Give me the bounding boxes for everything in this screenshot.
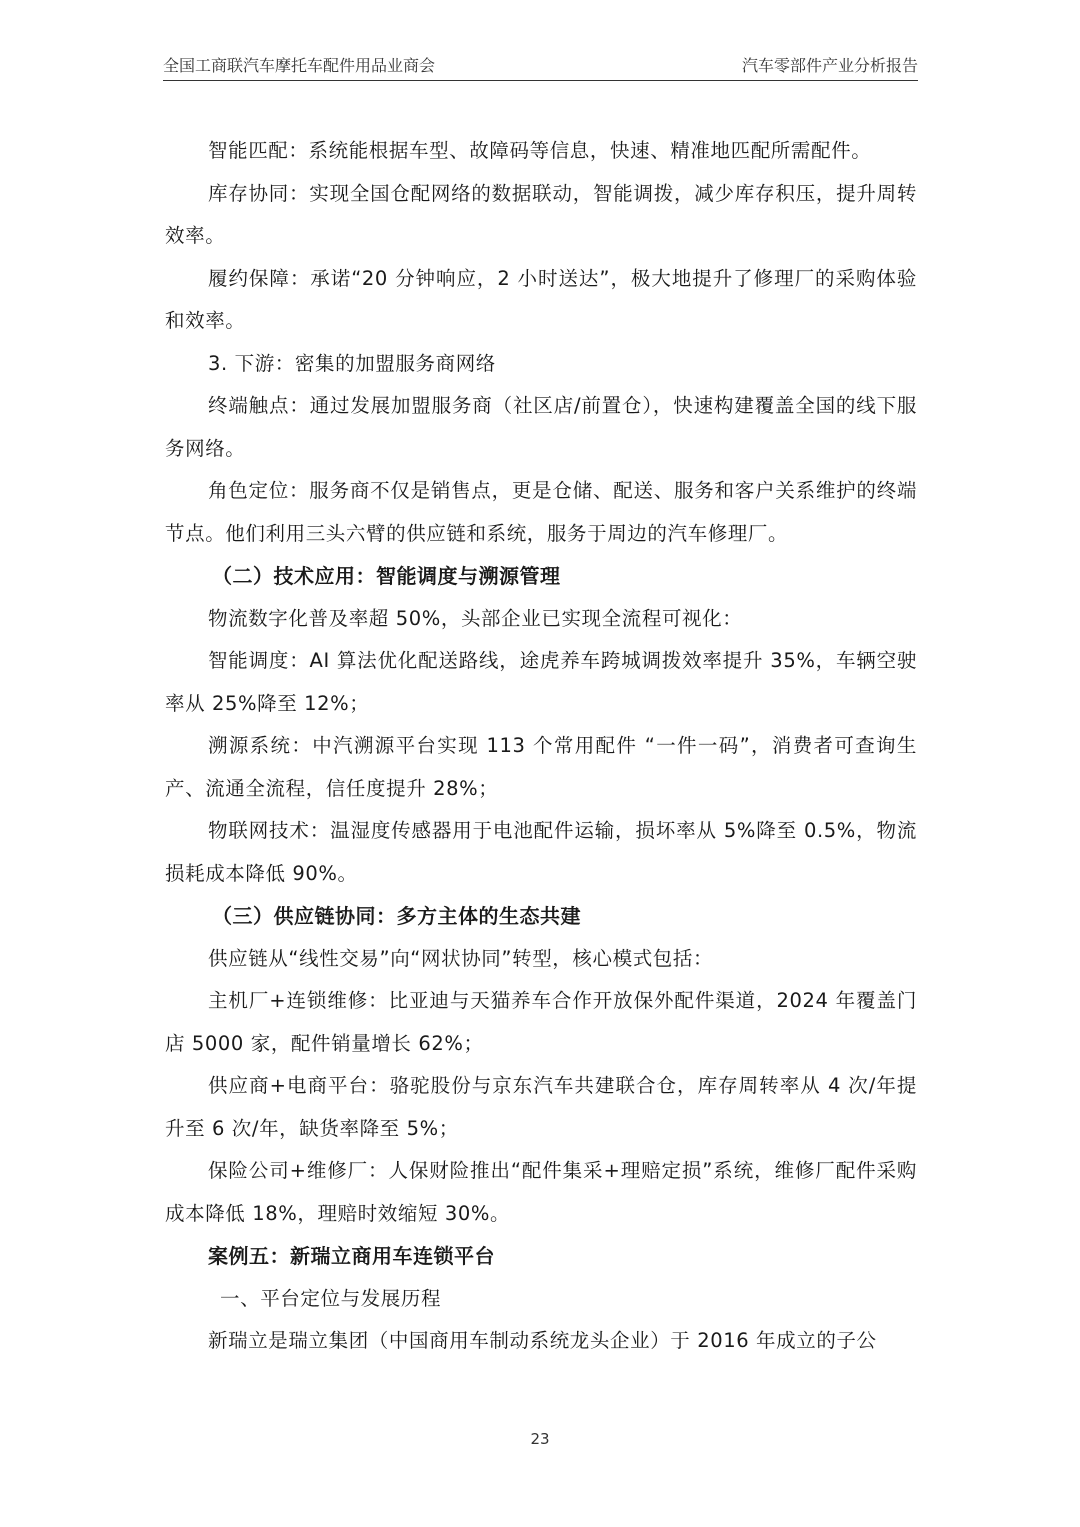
paragraph-oem-chain-repair: 主机厂+连锁维修：比亚迪与天猫养车合作开放保外配件渠道，2024 年覆盖门店 5000 家，配件销量增长 62%； xyxy=(165,989,917,1055)
paragraph-terminal-touchpoints: 终端触点：通过发展加盟服务商（社区店/前置仓），快速构建覆盖全国的线下服务网络。 xyxy=(165,394,917,460)
paragraph-smart-matching: 智能匹配：系统能根据车型、故障码等信息，快速、精准地匹配所需配件。 xyxy=(208,139,872,162)
document-body xyxy=(165,130,917,1363)
page-number: 23 xyxy=(530,1430,550,1448)
paragraph-iot-technology: 物联网技术：温湿度传感器用于电池配件运输，损坏率从 5%降至 0.5%，物流损耗成本降低 90%。 xyxy=(165,819,917,885)
paragraph-supply-chain-transformation: 供应链从“线性交易”向“网状协同”转型，核心模式包括： xyxy=(208,946,714,970)
paragraph-insurance-repair: 保险公司+维修厂：人保财险推出“配件集采+理赔定损”系统，维修厂配件采购成本降低 18%，理赔时效缩短 30%。 xyxy=(165,1159,917,1225)
paragraph-role-positioning: 角色定位：服务商不仅是销售点，更是仓储、配送、服务和客户关系维护的终端节点。他们利用三头六臂的供应链和系统，服务于周边的汽车修理厂。 xyxy=(165,479,917,545)
paragraph-fulfillment-guarantee: 履约保障：承诺“20 分钟响应，2 小时送达”，极大地提升了修理厂的采购体验和效率。 xyxy=(165,266,917,332)
section-heading-supply-chain: （三）供应链协同：多方主体的生态共建 xyxy=(212,904,581,928)
header-report-title: 汽车零部件产业分析报告 xyxy=(741,56,918,75)
section-heading-tech-application: （二）技术应用：智能调度与溯源管理 xyxy=(212,564,561,588)
page-header xyxy=(163,50,918,81)
header-organization: 全国工商联汽车摩托车配件用品业商会 xyxy=(163,56,436,75)
paragraph-traceability-system: 溯源系统：中汽溯源平台实现 113 个常用配件 “一件一码”，消费者可查询生产、流通全流程，信任度提升 28%； xyxy=(165,734,917,800)
case-study-heading: 案例五：新瑞立商用车连锁平台 xyxy=(208,1244,495,1268)
paragraph-inventory-coordination: 库存协同：实现全国仓配网络的数据联动，智能调拨，减少库存积压，提升周转效率。 xyxy=(165,181,917,247)
subsection-heading-platform-positioning: 一、平台定位与发展历程 xyxy=(220,1286,442,1310)
paragraph-logistics-digitization: 物流数字化普及率超 50%，头部企业已实现全流程可视化： xyxy=(208,606,743,630)
paragraph-supplier-ecommerce: 供应商+电商平台：骆驼股份与京东汽车共建联合仓，库存周转率从 4 次/年提升至 6 次/年，缺货率降至 5%； xyxy=(165,1074,917,1140)
paragraph-smart-dispatch: 智能调度：AI 算法优化配送路线，途虎养车跨城调拨效率提升 35%，车辆空驶率从 25%降至 12%； xyxy=(165,649,917,715)
paragraph-downstream-heading: 3. 下游：密集的加盟服务商网络 xyxy=(208,351,496,375)
paragraph-xinruili-intro: 新瑞立是瑞立集团（中国商用车制动系统龙头企业）于 2016 年成立的子公 xyxy=(208,1329,877,1352)
